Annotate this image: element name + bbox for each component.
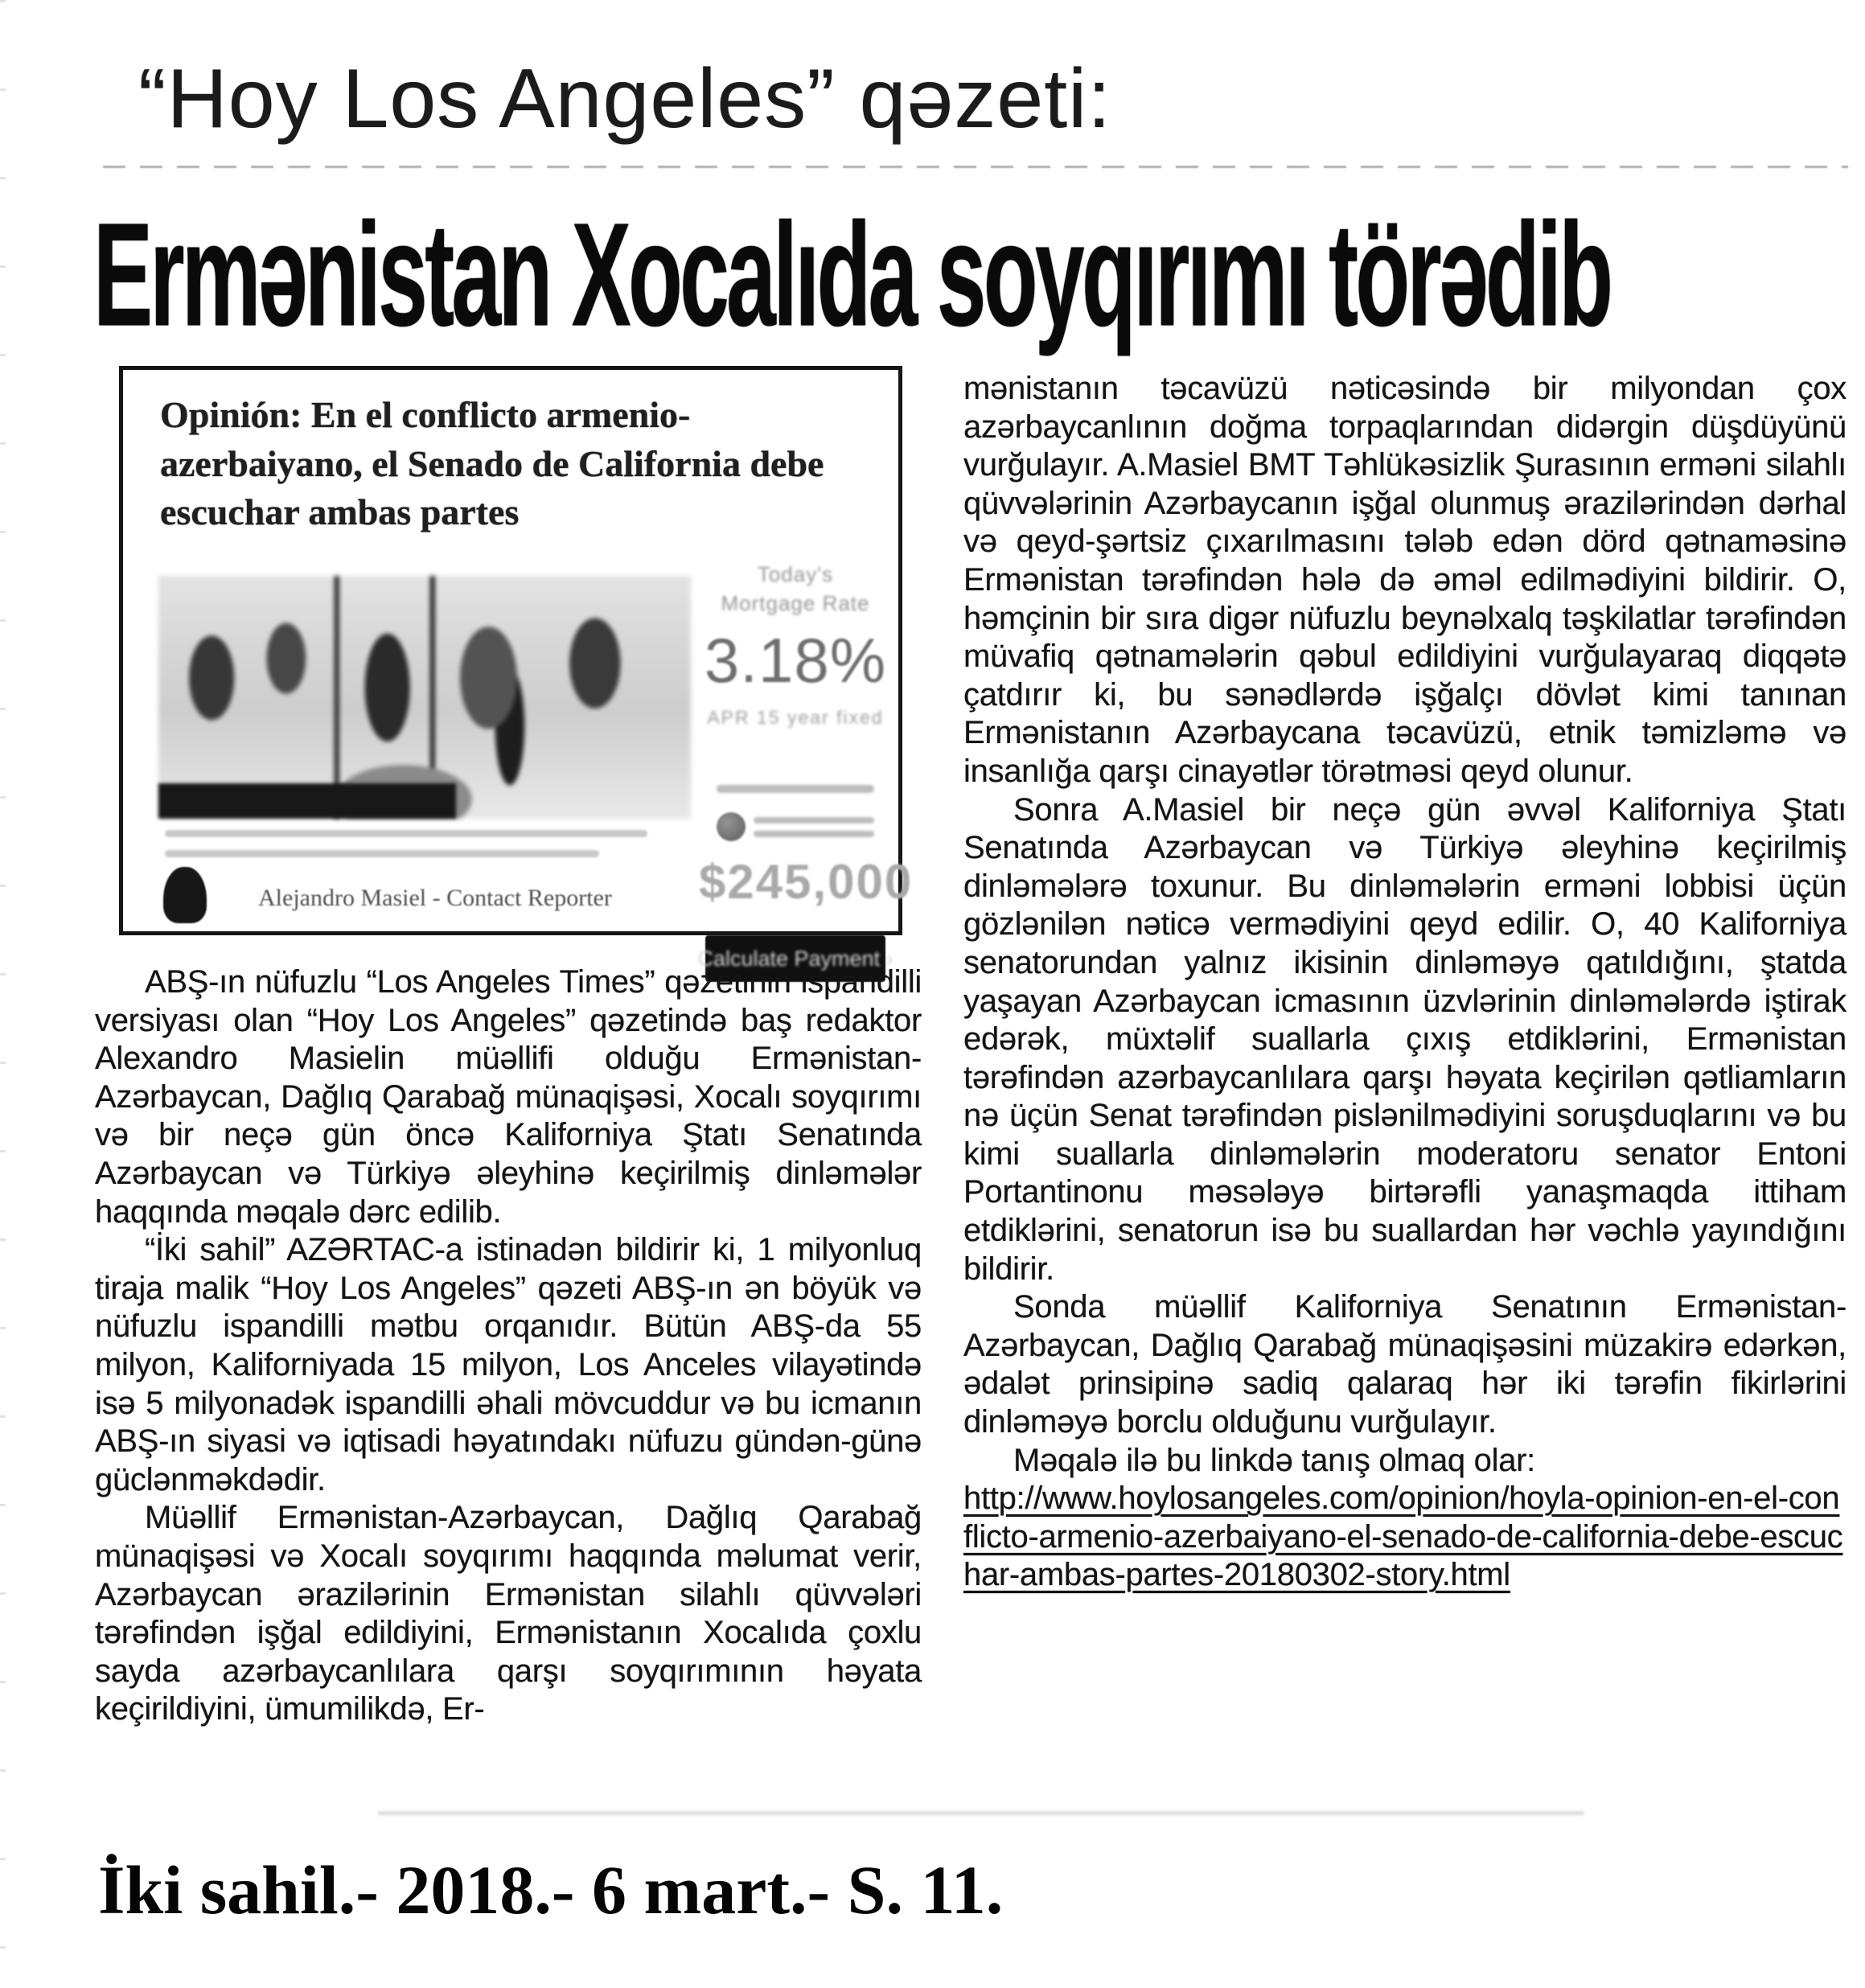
article-paragraph: “İki sahil” AZƏRTAC-a istinadən bildirir ki, 1 milyonluq tiraja malik “Hoy Los Angeles” qəzeti ABŞ-ın ən böyük və nüfuzlu ispandilli mətbu orqanıdır. Bütün ABŞ-da 55 milyon, Kaliforniyada 15 milyon, Los Anceles vilayətində isə 5 milyonadək ispandilli əhali mövcuddur və bu icmanın ABŞ-ın siyasi və iqtisadi həyatındakı nüfuzu gündən-günə güclənməkdədir.	[95, 1232, 922, 1497]
blurred-text-bar	[754, 817, 874, 824]
mortgage-ad	[697, 560, 914, 982]
blurred-text-bar	[717, 785, 874, 793]
clipping-photo	[158, 576, 691, 819]
scan-smudge-line	[378, 1811, 1584, 1815]
source-citation: İki sahil.- 2018.- 6 mart.- S. 11.	[98, 1851, 1004, 1928]
article-paragraph: ABŞ-ın nüfuzlu “Los Angeles Times” qəzetinin ispandilli versiyası olan “Hoy Los Angeles” qəzetində baş redaktor Alexandro Masielin müəllifi olduğu Ermənistan-Azərbaycan, Dağlıq Qarabağ münaqişəsi, Xocalı soyqırımı və bir neçə gün öncə Kaliforniya Ştatı Senatında Azərbaycan və Türkiyə əleyhinə keçirilmiş dinləmələr haqqında məqalə dərc edilib.	[95, 964, 922, 1230]
article-paragraph: Sonra A.Masiel bir neçə gün əvvəl Kaliforniya Ştatı Senatında Azərbaycan və Türkiyə əleyhinə keçirilmiş dinləmələrə toxunur. Bu dinləmələrin erməni lobbisi üçün gözlənilən nəticə vermədiyini qeyd edilir. O, 40 Kaliforniya senatorundan yalnız ikisinin dinləməyə qatıldığını, ştatda yaşayan Azərbaycan icmasının üzvlərinin dinləmələrdə iştirak edərək, müxtəlif suallarla çıxış etdiklərini, Ermənistan tərəfindən azərbaycanlılara qarşı həyata keçirilən qətliamların nə üçün Senat tərəfindən pislənilmədiyini soruşduqlarını və bu kimi suallarla dinləmələrin moderatoru senator Entoni Portantinonu məsələyə birtərəfli yanaşmaqda ittiham etdiklərini, senatorun isə bu suallardan hər vəchlə yayındığını bildirir.	[963, 791, 1847, 1287]
calculate-payment-label: Calculate Payment ›	[697, 946, 893, 971]
coin-text-bars	[754, 817, 874, 837]
apr-note: APR 15 year fixed	[707, 707, 884, 728]
scan-artifact-line	[103, 166, 1848, 168]
photo-caption-bar	[165, 830, 647, 837]
main-headline: Ermənistan Xocalıda soyqırımı törədib	[93, 191, 1611, 357]
clipping-title: Opinión: En el conflicto armenio-azerbaiyano, el Senado de California debe escuchar ambas partes	[160, 394, 824, 533]
home-price-value: $245,000	[699, 855, 914, 909]
ad-kicker-line1: Today's	[757, 562, 834, 586]
photo-dark-strip	[158, 783, 456, 819]
reporter-byline: Alejandro Masiel - Contact Reporter	[258, 885, 612, 911]
article-column-right	[963, 370, 1847, 1595]
mortgage-rate-value: 3.18%	[704, 625, 887, 696]
ad-kicker-line2: Mortgage Rate	[721, 591, 870, 615]
kicker-text: “Hoy Los Angeles” qəzeti:	[138, 52, 1112, 146]
article-paragraph: Sonda müəllif Kaliforniya Senatının Ermənistan-Azərbaycan, Dağlıq Qarabağ münaqişəsini müzakirə edərkən, ədalət prinsipinə sadiq qalaraq hər iki tərəfin fikirlərini dinləməyə borclu olduğunu vurğulayır.	[963, 1289, 1847, 1440]
news-clipping-card	[119, 366, 914, 971]
coin-row	[699, 812, 892, 841]
article-column-left	[95, 963, 922, 1729]
photo-caption-bar	[165, 850, 599, 857]
reporter-avatar	[163, 867, 207, 923]
article-url-link[interactable]: http://www.hoylosangeles.com/opinion/hoyla-opinion-en-el-conflicto-armenio-azerbaiyano-el-senado-de-california-debe-escuchar-ambas-partes-20180302-story.html	[963, 1481, 1843, 1593]
coin-icon	[717, 812, 746, 841]
article-paragraph: Müəllif Ermənistan-Azərbaycan, Dağlıq Qarabağ münaqişəsi və Xocalı soyqırımı haqqında məlumat verir, Azərbaycan ərazilərinin Ermənistan silahlı qüvvələri tərəfindən işğal edildiyini, Ermənistanın Xocalıda çoxlu sayda azərbaycanlılara qarşı soyqırımının həyata keçirildiyini, ümumilikdə, Er-	[95, 1500, 922, 1727]
blurred-text-bar	[754, 831, 874, 837]
article-paragraph: mənistanın təcavüzü nəticəsində bir milyondan çox azərbaycanlının doğma torpaqlarından didərgin düşdüyünü vurğulayır. A.Masiel BMT Təhlükəsizlik Şurasının erməni silahlı qüvvələrinin Azərbaycanın işğal olunmuş ərazilərindən dərhal və qeyd-şərtsiz çıxarılmasını tələb edən dörd qətnaməsinə Ermənistan tərəfindən hələ də əməl edilmədiyini bildirir. O, həmçinin bir sıra digər nüfuzlu beynəlxalq təşkilatlar tərəfindən müvafiq qətnamələrin qəbul edildiyini vurğulayaraq diqqətə çatdırır ki, bu sənədlərdə işğalçı dövlət kimi tanınan Ermənistanın Azərbaycana təcavüzü, etnik təmizləmə və insanlığa qarşı cinayətlər törətməsi qeyd olunur.	[963, 371, 1847, 789]
article-link-intro: Məqalə ilə bu linkdə tanış olmaq olar:	[1013, 1442, 1535, 1478]
scan-edge-noise	[0, 0, 6, 1988]
